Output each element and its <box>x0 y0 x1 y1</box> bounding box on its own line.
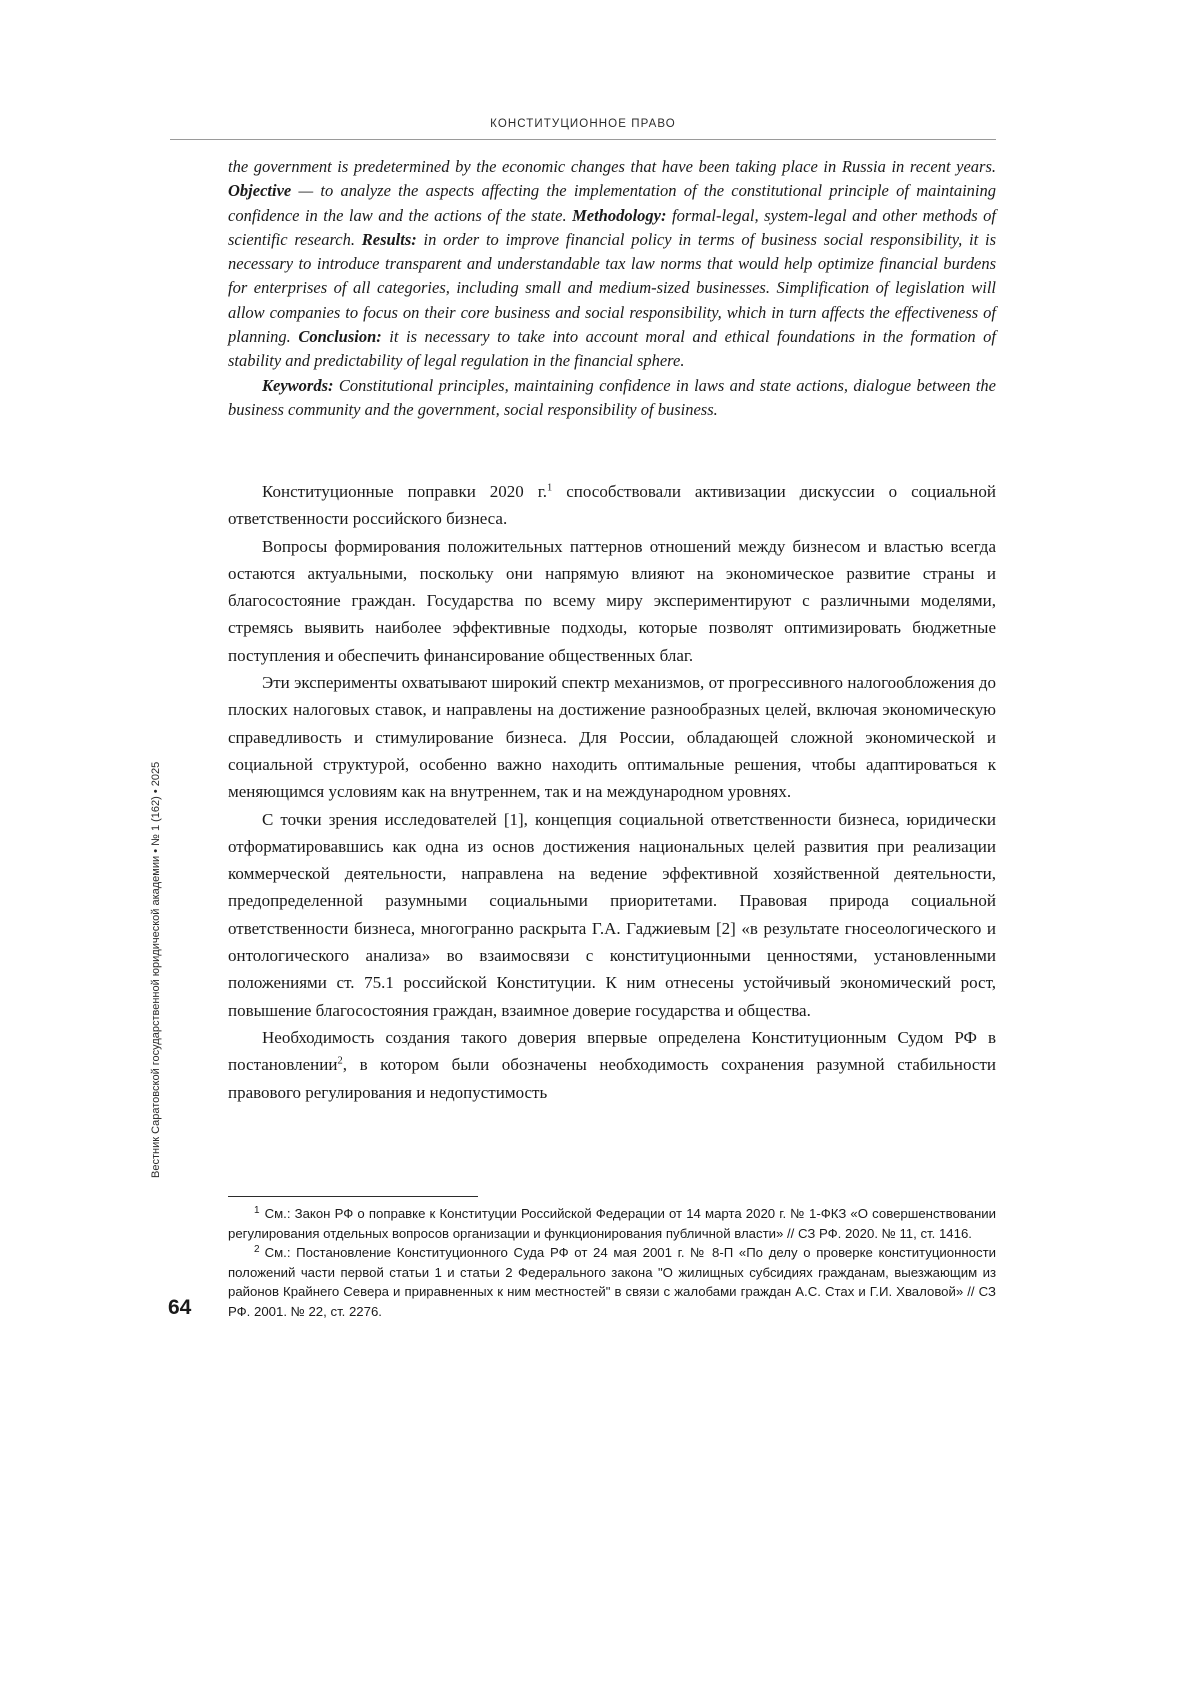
footnote-text: См.: Закон РФ о поправке к Конституции Российской Федерации от 14 марта 2020 г. № 1-ФКЗ «О совершенствовании регулирования отдельных вопросов организации и функционирования публичной власти» // СЗ РФ. 2020. № 11, ст. 1416. <box>228 1206 996 1241</box>
abstract-conclusion-text: it is necessary to take into account moral and ethical foundations in the formation of stability and predictability of legal regulation in the financial sphere. <box>228 327 997 371</box>
body-paragraph-1-part-a: Конституционные поправки 2020 г. <box>262 482 548 501</box>
body-paragraph-5 <box>228 1024 996 1106</box>
body-paragraph-3: Эти эксперименты охватывают широкий спектр механизмов, от прогрессивного налогообложения до плоских налоговых ставок, и направлены на достижение разнообразных целей, включая экономическую справедливость и стимулирование бизнеса. Для России, обладающей сложной экономической и социальной структурой, особенно важно находить оптимальные решения, чтобы адаптироваться к меняющимся условиям как на внутреннем, так и на международном уровнях. <box>228 673 996 802</box>
footnotes-block <box>228 1204 996 1322</box>
body-paragraph-4: С точки зрения исследователей [1], концепция социальной ответственности бизнеса, юридически отформатировавшись как одна из основ достижения национальных целей развития при реализации коммерческой деятельности, направлена на ведение эффективной хозяйственной деятельности, предопределенной разумными социальными приоритетами. Правовая природа социальной ответственности бизнеса, многогранно раскрыта Г.А. Гаджиевым [2] «в результате гносеологического и онтологического анализа» во взаимосвязи с конституционными ценностями, установленными положениями ст. 75.1 российской Конституции. К ним отнесены устойчивый экономический рост, повышение благосостояния граждан, взаимное доверие государства и общества. <box>228 809 996 1020</box>
abstract-paragraph <box>228 155 996 374</box>
keywords-text: Constitutional principles, maintaining confidence in laws and state actions, dialogue between the business community and the government, social responsibility of business. <box>228 375 996 419</box>
abstract-conclusion-label: Conclusion: <box>298 327 382 347</box>
body-paragraph-1-part-b: способствовали активизации дискуссии о социальной ответственности российского бизнеса. <box>228 482 996 529</box>
abstract-results-label: Results: <box>361 229 417 249</box>
footnote-divider <box>228 1196 478 1197</box>
body-paragraph-2: Вопросы формирования положительных паттернов отношений между бизнесом и властью всегда остаются актуальными, поскольку они напрямую влияют на экономическое развитие страны и благосостояние граждан. Государства по всему миру экспериментируют с различными моделями, стремясь выявить наиболее эффективные подходы, которые позволят оптимизировать бюджетные поступления и обеспечить финансирование общественных благ. <box>228 536 996 665</box>
footnote-item <box>228 1243 996 1321</box>
footnote-text: См.: Постановление Конституционного Суда РФ от 24 мая 2001 г. № 8-П «По делу о проверке конституционности положений части первой статьи 1 и статьи 2 Федерального закона "О жилищных субсидиях гражданам, выезжающим из районов Крайнего Севера и приравненных к ним местностей" в связи с жалобами граждан А.С. Стах и Г.И. Хваловой» // СЗ РФ. 2001. № 22, ст. 2276. <box>228 1245 996 1319</box>
abstract-block <box>228 155 996 422</box>
footnote-marker: 1 <box>254 1204 260 1216</box>
body-paragraph-5-part-b: , в котором были обозначены необходимость сохранения разумной стабильности правового регулирования и недопустимость <box>228 1055 996 1102</box>
header-divider <box>170 139 996 140</box>
abstract-continuation: the government is predetermined by the economic changes that have been taking place in Russia in recent years. <box>228 157 996 176</box>
running-head: КОНСТИТУЦИОННОЕ ПРАВО <box>490 118 676 130</box>
body-paragraph-5-part-a: Необходимость создания такого доверия впервые определена Конституционным Судом РФ в постановлении <box>228 1027 996 1075</box>
journal-sidebar-note-text: Вестник Саратовской государственной юридической академии • № 1 (162) • 2025 <box>150 761 162 1178</box>
abstract-methodology-text: formal-legal, system-legal and other methods of scientific research. <box>228 205 996 249</box>
footnote-ref-2[interactable]: 2 <box>337 1055 343 1067</box>
keywords-paragraph <box>228 374 996 423</box>
keywords-label: Keywords: <box>262 375 334 395</box>
abstract-objective-label: Objective <box>228 181 292 201</box>
body-paragraph-1 <box>228 478 996 533</box>
footnote-item <box>228 1204 996 1243</box>
abstract-results-text: in order to improve financial policy in terms of business social responsibility, it is necessary to introduce transparent and understandable tax law norms that would help optimize financial burdens for enterprises of all categories, including small and medium-sized businesses. Simplification of legislation will allow companies to focus on their core business and social responsibility, which in turn affects the effectiveness of planning. <box>228 229 996 347</box>
footnote-ref-1[interactable]: 1 <box>547 482 553 494</box>
footnote-marker: 2 <box>254 1243 260 1255</box>
abstract-methodology-label: Methodology: <box>572 205 667 225</box>
article-body <box>228 478 996 1106</box>
abstract-objective-text: — to analyze the aspects affecting the implementation of the constitutional principle of maintaining confidence in the law and the actions of the state. <box>228 181 996 225</box>
page-number: 64 <box>168 1296 192 1319</box>
